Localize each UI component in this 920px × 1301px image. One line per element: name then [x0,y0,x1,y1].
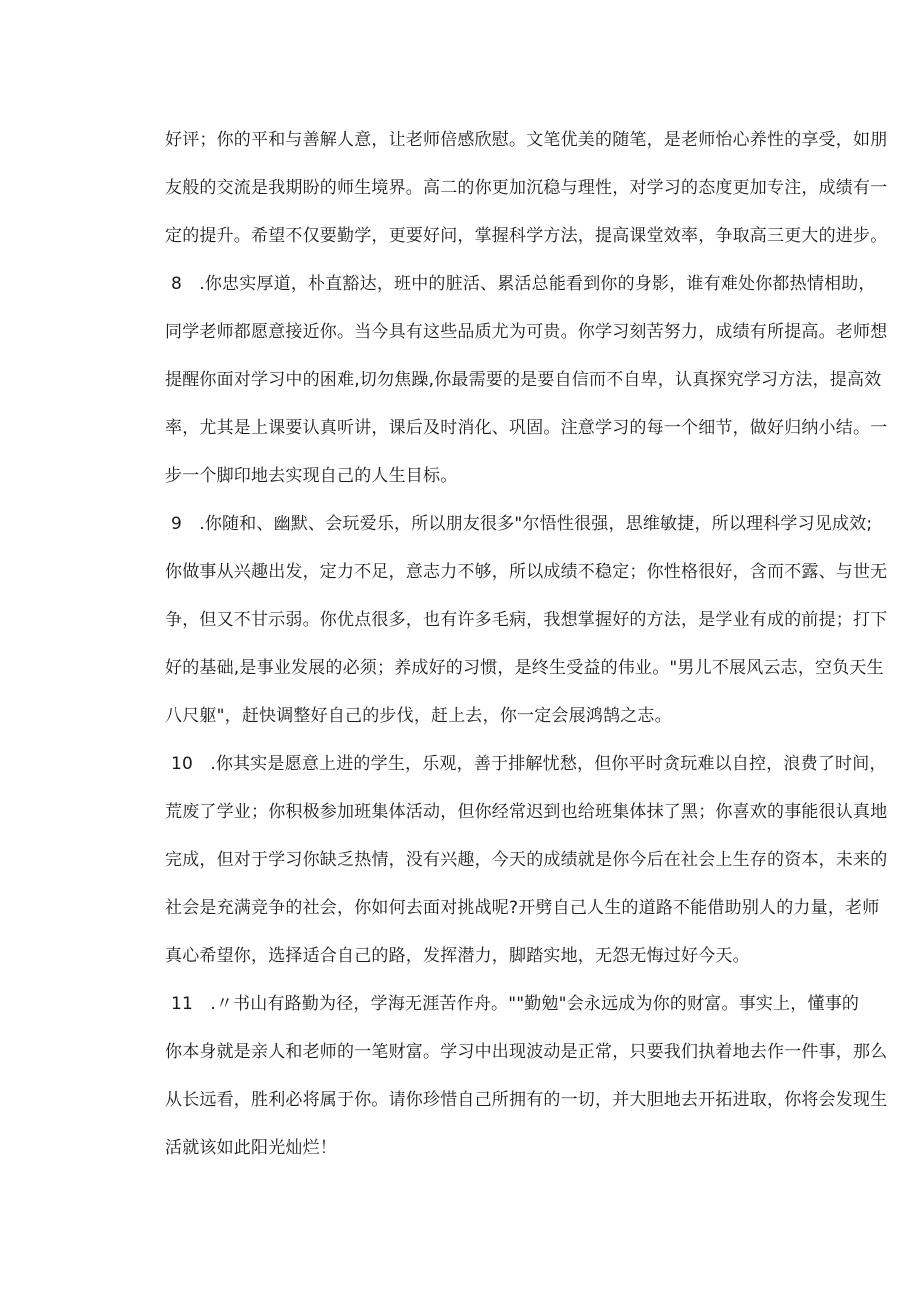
text-line: 八尺躯"，赶快调整好自己的步伐，赶上去，你一定会展鸿鹄之志。 [165,706,672,726]
text-line: 荒废了学业；你积极参加班集体活动，但你经常迟到也给班集体抹了黑；你喜欢的事能很认真地 [165,802,888,822]
text-line: 友般的交流是我期盼的师生境界。高二的你更加沉稳与理性，对学习的态度更加专注，成绩有一 [165,178,888,198]
text-line: 你做事从兴趣出发，定力不足，意志力不够，所以成绩不稳定；你性格很好，含而不露、与世无 [165,562,888,582]
text-line: 定的提升。希望不仅要勤学，更要好问，掌握科学方法，提高课堂效率，争取高三更大的进步。 [165,226,888,246]
text-line: 完成，但对于学习你缺乏热情，没有兴趣，今天的成绩就是你今后在社会上生存的资本，未来的 [165,850,888,870]
text-line: 真心希望你，选择适合自己的路，发挥潜力，脚踏实地，无怨无悔过好今天。 [165,946,750,966]
text-line: 好的基础,是事业发展的必须；养成好的习惯，是终生受益的伟业。"男儿不展风云志，空负天生 [165,658,884,678]
paragraph-11-start: 11 .〃书山有路勤为径，学海无涯苦作舟。""勤勉"会永远成为你的财富。事实上，懂事的 [171,994,860,1014]
text-line: 步一个脚印地去实现自己的人生目标。 [165,466,458,486]
paragraph-8-start: 8 .你忠实厚道，朴直豁达，班中的脏活、累活总能看到你的身影，谁有难处你都热情相助， [171,274,876,294]
text-line: 你本身就是亲人和老师的一笔财富。学习中出现波动是正常，只要我们执着地去作一件事，那么 [165,1042,888,1062]
text-line: 率，尤其是上课要认真听讲，课后及时消化、巩固。注意学习的每一个细节，做好归纳小结。一 [165,418,888,438]
text-line: 争，但又不甘示弱。你优点很多，也有许多毛病，我想掌握好的方法，是学业有成的前提；打下 [165,610,888,630]
paragraph-10-start: 10 .你其实是愿意上进的学生，乐观，善于排解忧愁，但你平时贪玩难以自控，浪费了时间， [171,754,887,774]
text-line: 从长远看，胜利必将属于你。请你珍惜自己所拥有的一切，并大胆地去开拓进取，你将会发现生 [165,1090,888,1110]
paragraph-9-start: 9 .你随和、幽默、会玩爱乐，所以朋友很多"尔悟性很强，思维敏捷，所以理科学习见成效; [171,514,873,534]
text-line: 同学老师都愿意接近你。当今具有这些品质尤为可贵。你学习刻苦努力，成绩有所提高。老师想 [165,322,888,342]
text-line: 提醒你面对学习中的困难,切勿焦躁,你最需要的是要自信而不自卑，认真探究学习方法，提高效 [165,370,882,390]
text-line: 好评；你的平和与善解人意，让老师倍感欣慰。文笔优美的随笔，是老师怡心养性的享受，如朋 [165,130,888,150]
text-line: 活就该如此阳光灿烂！ [165,1138,337,1158]
text-line: 社会是充满竞争的社会，你如何去面对挑战呢?开劈自己人生的道路不能借助别人的力量，老师 [165,898,880,918]
